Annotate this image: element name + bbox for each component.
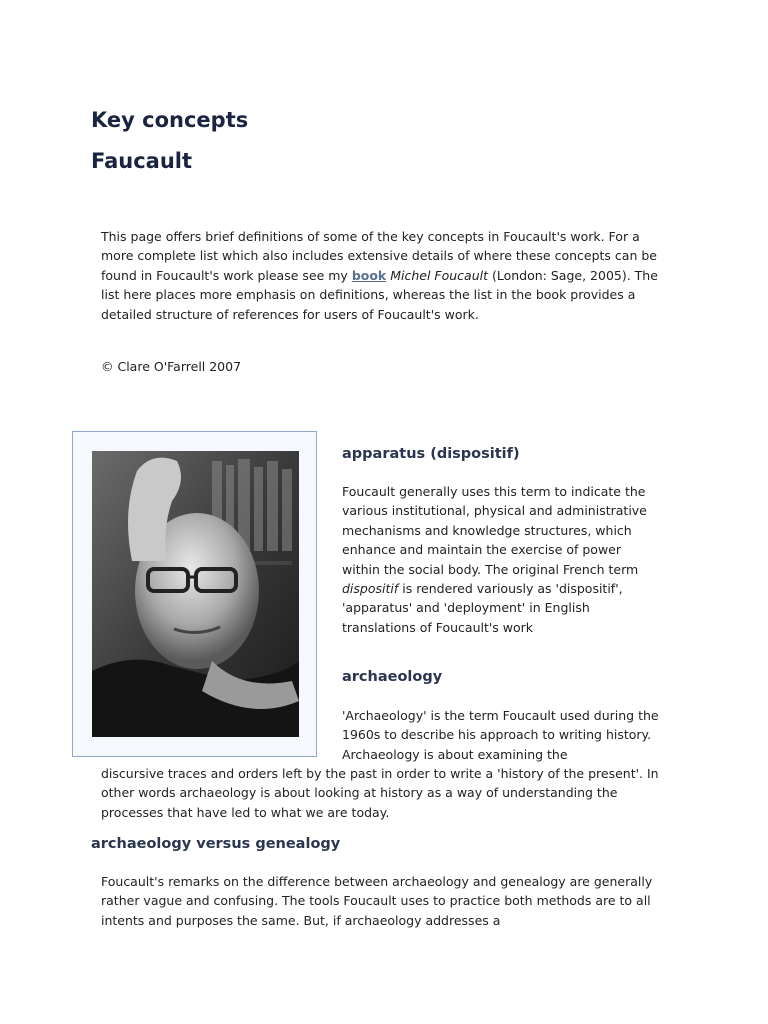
author-photo <box>92 451 299 737</box>
apparatus-text-after: is rendered variously as 'dispositif', 'apparatus' and 'deployment' in English translations of Foucault's work <box>342 581 623 635</box>
intro-text: This page offers brief definitions of some of the key concepts in Foucault's work. For a more complete list which also includes extensive details of where these concepts can be found in Foucault's work please see my <box>101 229 657 283</box>
section-heading-archaeology: archaeology <box>342 669 443 685</box>
section-heading-apparatus: apparatus (dispositif) <box>342 446 520 462</box>
section-text-apparatus <box>342 482 652 637</box>
author-photo-frame <box>72 431 317 757</box>
page-title: Key concepts <box>91 108 249 132</box>
apparatus-text-before: Foucault generally uses this term to indicate the various institutional, physical and administrative mechanisms and knowledge structures, which enhance and maintain the exercise of power within the social body. The original French term <box>342 484 647 577</box>
intro-text-after: (London: Sage, 2005). The list here places more emphasis on definitions, whereas the list in the book provides a detailed structure of references for users of Foucault's work. <box>101 267 658 322</box>
section-text-archaeology-part2: discursive traces and orders left by the past in order to write a 'history of the present'. In other words archaeology is about looking at history as a way of understanding the processes that have led to what we are today. <box>101 766 659 820</box>
apparatus-emphasis: dispositif <box>342 581 399 597</box>
section-heading-archaeology-vs-genealogy: archaeology versus genealogy <box>91 836 341 852</box>
copyright-notice: © Clare O'Farrell 2007 <box>101 359 242 374</box>
page-subtitle: Faucault <box>91 149 193 173</box>
intro-paragraph <box>101 227 666 324</box>
section-text-archaeology-part1: 'Archaeology' is the term Foucault used during the 1960s to describe his approach to writing history. Archaeology is about examining the <box>342 708 659 762</box>
book-title: Michel Foucault <box>390 267 489 283</box>
book-link[interactable]: book <box>351 267 387 283</box>
section-text-archaeology-vs-genealogy: Foucault's remarks on the difference between archaeology and genealogy are generally rather vague and confusing. The tools Foucault uses to practice both methods are to all intents and purposes the same. But, if archaeology addresses a <box>101 874 653 928</box>
